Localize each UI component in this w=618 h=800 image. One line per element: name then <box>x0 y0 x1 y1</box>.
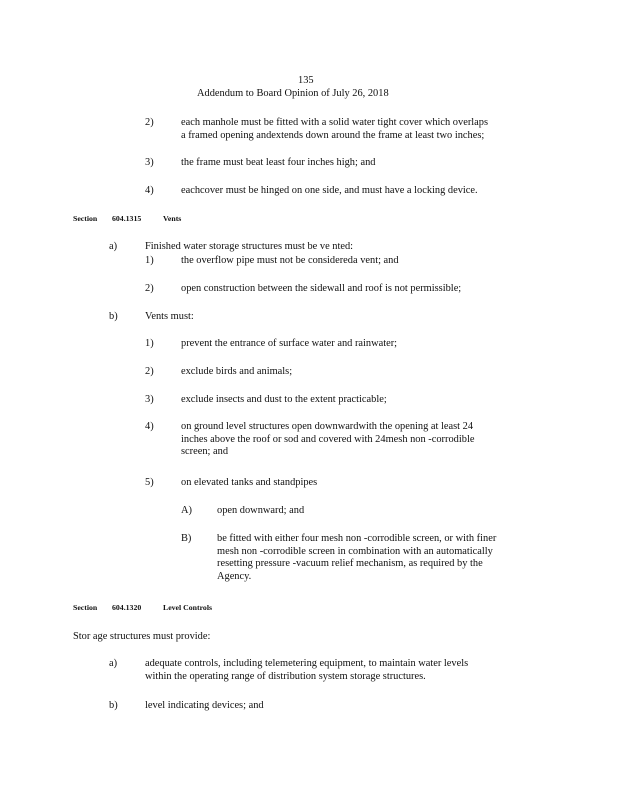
manhole-item-2 <box>181 117 488 142</box>
level-controls-item-b: level indicating devices; and <box>145 700 264 711</box>
text-line: a framed opening andextends down around the frame at least two inches; <box>181 129 485 141</box>
text-line: inches above the roof or sod and covered with 24mesh non -corrodible <box>181 433 475 445</box>
item-marker: a) <box>109 241 118 252</box>
item-marker: b) <box>109 700 118 711</box>
item-marker: 1) <box>145 255 154 266</box>
vents-item-b1: prevent the entrance of surface water and rainwater; <box>181 338 398 349</box>
text-line: be fitted with either four mesh non -corrodible screen, or with finer <box>217 533 497 544</box>
vents-item-a1: the overflow pipe must not be considereda vent; and <box>181 255 399 266</box>
text-line: each manhole must be fitted with a solid water tight cover which overlaps <box>181 117 489 128</box>
section-number: 604.1320 <box>112 603 142 612</box>
item-marker: 1) <box>145 338 154 349</box>
item-marker: 2) <box>145 117 154 128</box>
level-controls-item-a <box>145 658 468 683</box>
text-line: within the operating range of distribution system storage structures. <box>145 670 426 682</box>
vents-item-b2: exclude birds and animals; <box>181 366 293 377</box>
item-marker: B) <box>181 533 192 544</box>
item-marker: 2) <box>145 283 154 294</box>
item-marker: 4) <box>145 185 154 196</box>
text-line: resetting pressure -vacuum relief mechanism, as required by the <box>217 558 483 569</box>
section-heading-level-controls <box>73 603 293 615</box>
vents-item-b4 <box>181 421 474 459</box>
page-number: 135 <box>298 75 314 86</box>
vents-item-b5A: open downward; and <box>217 505 305 516</box>
item-marker: b) <box>109 311 118 322</box>
vents-item-b3: exclude insects and dust to the extent practicable; <box>181 394 387 405</box>
vents-item-b: Vents must: <box>145 311 194 322</box>
item-marker: 3) <box>145 157 154 168</box>
section-number: 604.1315 <box>112 214 142 223</box>
manhole-item-4: eachcover must be hinged on one side, and must have a locking device. <box>181 185 478 196</box>
text-line: Agency. <box>217 570 252 582</box>
section-heading-vents <box>73 214 273 226</box>
vents-item-a: Finished water storage structures must be ve nted: <box>145 241 354 252</box>
section-title: Level Controls <box>163 603 213 612</box>
item-marker: 5) <box>145 477 154 488</box>
text-line: mesh non -corrodible screen in combination with an automatically <box>217 545 493 557</box>
item-marker: 2) <box>145 366 154 377</box>
text-line: screen; and <box>181 446 229 457</box>
section-label: Section <box>73 214 98 223</box>
item-marker: A) <box>181 505 192 516</box>
manhole-item-3: the frame must beat least four inches high; and <box>181 157 376 168</box>
text-line: on ground level structures open downwardwith the opening at least 24 <box>181 421 474 432</box>
section-title: Vents <box>163 214 182 223</box>
vents-item-b5B <box>217 533 496 583</box>
item-marker: 4) <box>145 421 154 432</box>
item-marker: 3) <box>145 394 154 405</box>
addendum-header: Addendum to Board Opinion of July 26, 2018 <box>197 88 389 99</box>
text-line: adequate controls, including telemetering equipment, to maintain water levels <box>145 658 469 669</box>
item-marker: a) <box>109 658 118 669</box>
vents-item-b5: on elevated tanks and standpipes <box>181 477 318 488</box>
level-controls-intro: Stor age structures must provide: <box>73 631 211 642</box>
section-label: Section <box>73 603 98 612</box>
vents-item-a2: open construction between the sidewall and roof is not permissible; <box>181 283 462 294</box>
